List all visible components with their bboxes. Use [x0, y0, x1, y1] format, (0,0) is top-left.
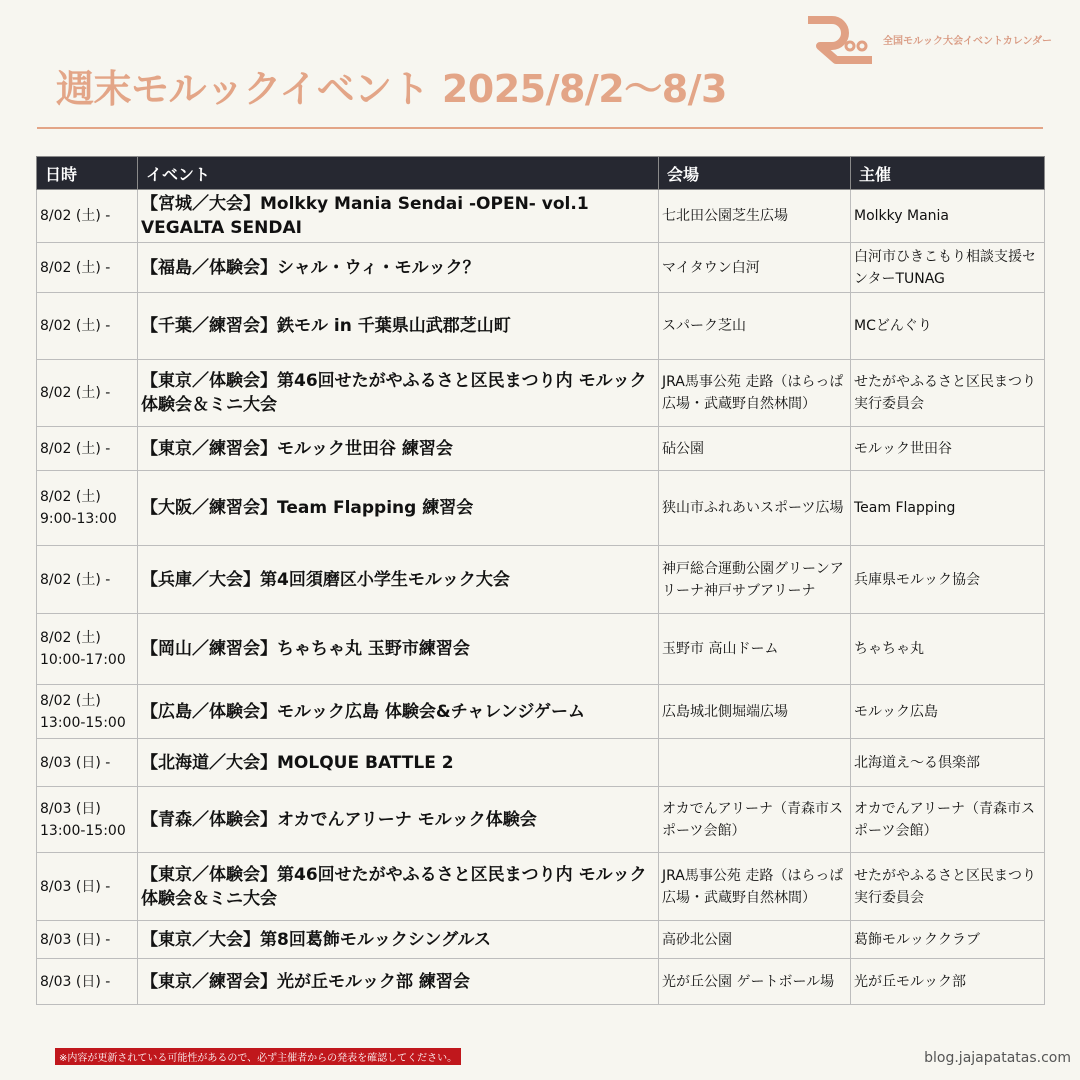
host-cell: Molkky Mania [851, 190, 1045, 243]
date-cell: 8/03 (日) 13:00-15:00 [37, 787, 138, 853]
event-cell: 【大阪／練習会】Team Flapping 練習会 [138, 471, 659, 546]
table-row [37, 739, 1045, 787]
event-cell: 【東京／練習会】光が丘モルック部 練習会 [138, 959, 659, 1005]
table-row [37, 546, 1045, 614]
event-cell: 【東京／体験会】第46回せたがやふるさと区民まつり内 モルック体験会＆ミニ大会 [138, 853, 659, 921]
site-url[interactable]: blog.jajapatatas.com [924, 1050, 1071, 1066]
date-cell: 8/03 (日) - [37, 739, 138, 787]
venue-cell: 玉野市 高山ドーム [659, 614, 851, 685]
column-header-host: 主催 [851, 157, 1045, 190]
host-cell: 光が丘モルック部 [851, 959, 1045, 1005]
date-cell: 8/02 (土) - [37, 190, 138, 243]
host-cell: 葛飾モルッククラブ [851, 921, 1045, 959]
event-cell: 【東京／練習会】モルック世田谷 練習会 [138, 427, 659, 471]
venue-cell [659, 739, 851, 787]
event-cell: 【東京／大会】第8回葛飾モルックシングルス [138, 921, 659, 959]
event-cell: 【兵庫／大会】第4回須磨区小学生モルック大会 [138, 546, 659, 614]
date-cell: 8/02 (土) - [37, 360, 138, 427]
venue-cell: JRA馬事公苑 走路（はらっぱ広場・武蔵野自然林間） [659, 853, 851, 921]
venue-cell: オカでんアリーナ（青森市スポーツ会館） [659, 787, 851, 853]
host-cell: ちゃちゃ丸 [851, 614, 1045, 685]
table-row [37, 685, 1045, 739]
page-title: 週末モルックイベント 2025/8/2〜8/3 [56, 67, 727, 111]
host-cell: モルック世田谷 [851, 427, 1045, 471]
event-cell: 【青森／体験会】オカでんアリーナ モルック体験会 [138, 787, 659, 853]
venue-cell: 高砂北公園 [659, 921, 851, 959]
logo-caption: 全国モルック大会イベントカレンダー [883, 36, 1053, 47]
table-row [37, 190, 1045, 243]
event-cell: 【千葉／練習会】鉄モル in 千葉県山武郡芝山町 [138, 293, 659, 360]
event-cell: 【宮城／大会】Molkky Mania Sendai -OPEN- vol.1 VEGALTA SENDAI [138, 190, 659, 243]
event-cell: 【広島／体験会】モルック広島 体験会&チャレンジゲーム [138, 685, 659, 739]
venue-cell: 狭山市ふれあいスポーツ広場 [659, 471, 851, 546]
table-row [37, 921, 1045, 959]
host-cell: 兵庫県モルック協会 [851, 546, 1045, 614]
venue-cell: 広島城北側堀端広場 [659, 685, 851, 739]
table-header-row [37, 157, 1045, 190]
table-row [37, 614, 1045, 685]
date-cell: 8/03 (日) - [37, 921, 138, 959]
host-cell: MCどんぐり [851, 293, 1045, 360]
host-cell: Team Flapping [851, 471, 1045, 546]
date-cell: 8/03 (日) - [37, 853, 138, 921]
venue-cell: 神戸総合運動公園グリーンアリーナ神戸サブアリーナ [659, 546, 851, 614]
host-cell: 白河市ひきこもり相談支援センターTUNAG [851, 243, 1045, 293]
table-row [37, 360, 1045, 427]
table-row [37, 959, 1045, 1005]
title-divider [37, 127, 1043, 129]
table-row [37, 293, 1045, 360]
table-row [37, 243, 1045, 293]
date-cell: 8/02 (土) - [37, 546, 138, 614]
date-cell: 8/02 (土) - [37, 293, 138, 360]
table-row [37, 853, 1045, 921]
host-cell: オカでんアリーナ（青森市スポーツ会館） [851, 787, 1045, 853]
host-cell: せたがやふるさと区民まつり実行委員会 [851, 853, 1045, 921]
date-cell: 8/02 (土) 9:00-13:00 [37, 471, 138, 546]
column-header-venue: 会場 [659, 157, 851, 190]
event-cell: 【岡山／練習会】ちゃちゃ丸 玉野市練習会 [138, 614, 659, 685]
venue-cell: 七北田公園芝生広場 [659, 190, 851, 243]
venue-cell: 砧公園 [659, 427, 851, 471]
venue-cell: JRA馬事公苑 走路（はらっぱ広場・武蔵野自然林間） [659, 360, 851, 427]
venue-cell: 光が丘公園 ゲートボール場 [659, 959, 851, 1005]
venue-cell: スパーク芝山 [659, 293, 851, 360]
date-cell: 8/02 (土) - [37, 427, 138, 471]
host-cell: モルック広島 [851, 685, 1045, 739]
host-cell: せたがやふるさと区民まつり実行委員会 [851, 360, 1045, 427]
event-cell: 【東京／体験会】第46回せたがやふるさと区民まつり内 モルック体験会＆ミニ大会 [138, 360, 659, 427]
event-cell: 【北海道／大会】MOLQUE BATTLE 2 [138, 739, 659, 787]
event-cell: 【福島／体験会】シャル・ウィ・モルック？ [138, 243, 659, 293]
host-cell: 北海道え〜る倶楽部 [851, 739, 1045, 787]
date-cell: 8/02 (土) 10:00-17:00 [37, 614, 138, 685]
column-header-datetime: 日時 [37, 157, 138, 190]
date-cell: 8/03 (日) - [37, 959, 138, 1005]
date-cell: 8/02 (土) 13:00-15:00 [37, 685, 138, 739]
disclaimer-notice: ※内容が更新されている可能性があるので、必ず主催者からの発表を確認してください。 [55, 1048, 461, 1065]
table-row [37, 471, 1045, 546]
site-logo-icon [806, 16, 876, 64]
table-row [37, 427, 1045, 471]
date-cell: 8/02 (土) - [37, 243, 138, 293]
table-row [37, 787, 1045, 853]
venue-cell: マイタウン白河 [659, 243, 851, 293]
events-table [36, 156, 1045, 1005]
column-header-event: イベント [138, 157, 659, 190]
